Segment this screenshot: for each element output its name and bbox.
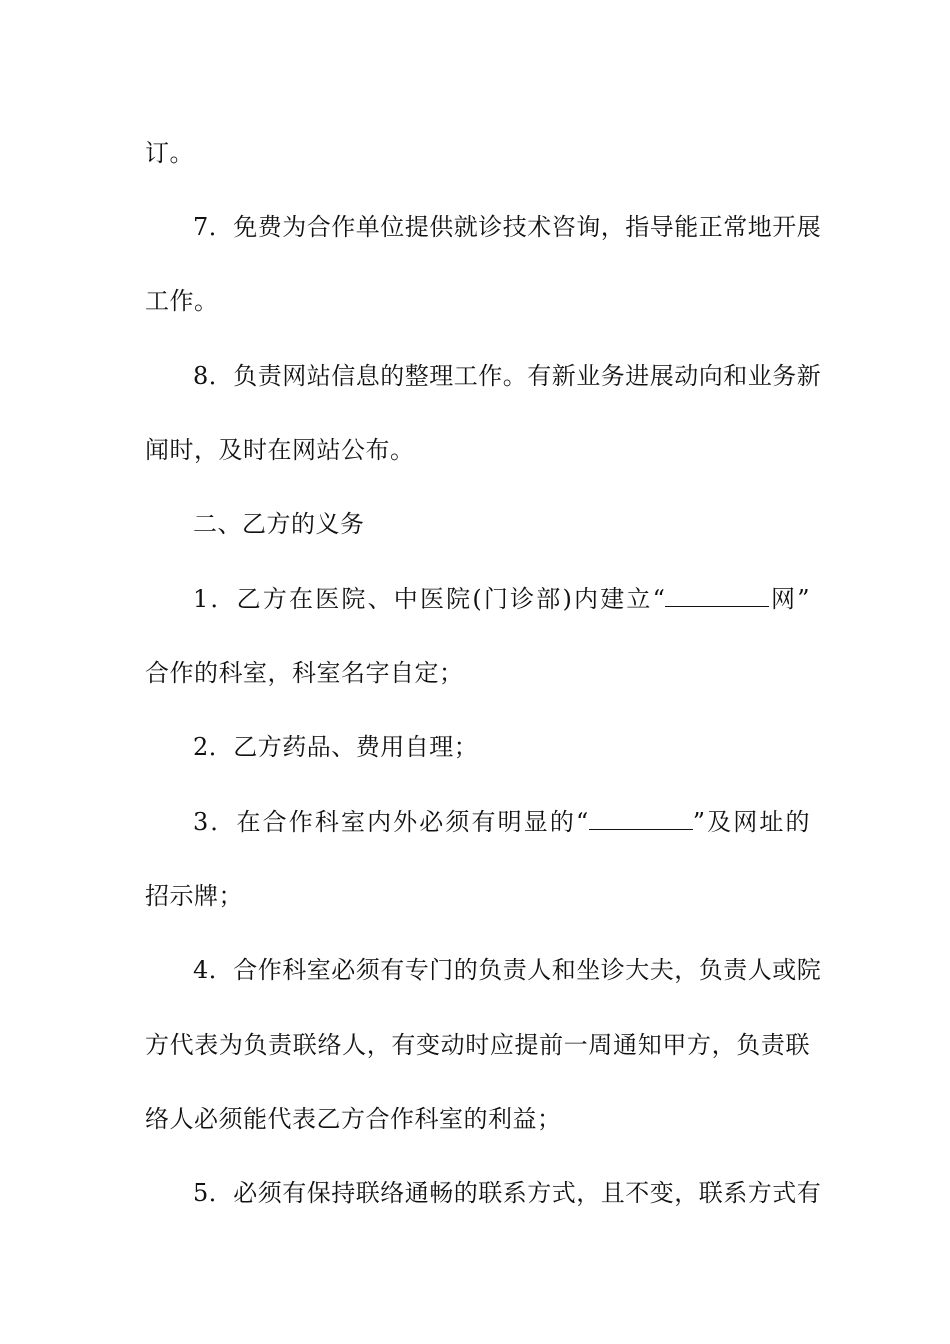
text-line-12: 4．合作科室必须有专门的负责人和坐诊大夫，负责人或院: [193, 956, 822, 984]
text-line-8: 合作的科室，科室名字自定；: [145, 659, 464, 687]
fill-blank-2: [589, 807, 693, 830]
text-line-13: 方代表为负责联络人，有变动时应提前一周通知甲方，负责联: [145, 1031, 810, 1059]
section-heading: 二、乙方的义务: [193, 510, 365, 538]
text-line-10: [193, 807, 810, 837]
text-line-14: 络人必须能代表乙方合作科室的利益；: [145, 1105, 562, 1133]
text-line-15: 5．必须有保持联络通畅的联系方式，且不变，联系方式有: [193, 1179, 822, 1207]
text-line-3: 工作。: [145, 287, 219, 315]
text-line-2: 7．免费为合作单位提供就诊技术咨询，指导能正常地开展: [193, 213, 822, 241]
text-line-1: 订。: [145, 139, 194, 167]
text-line-10-end: ”及网址的: [692, 808, 810, 836]
text-line-7-start: 1．乙方在医院、中医院(门诊部)内建立“: [193, 585, 666, 613]
text-line-7: [193, 584, 810, 614]
text-line-9: 2．乙方药品、费用自理；: [193, 733, 479, 761]
text-line-11: 招示牌；: [145, 882, 243, 910]
fill-blank-1: [665, 584, 769, 607]
text-line-5: 闻时，及时在网站公布。: [145, 436, 415, 464]
text-line-7-end: 网”: [769, 585, 810, 613]
text-line-10-start: 3．在合作科室内外必须有明显的“: [193, 808, 589, 836]
text-line-4: 8．负责网站信息的整理工作。有新业务进展动向和业务新: [193, 362, 822, 390]
